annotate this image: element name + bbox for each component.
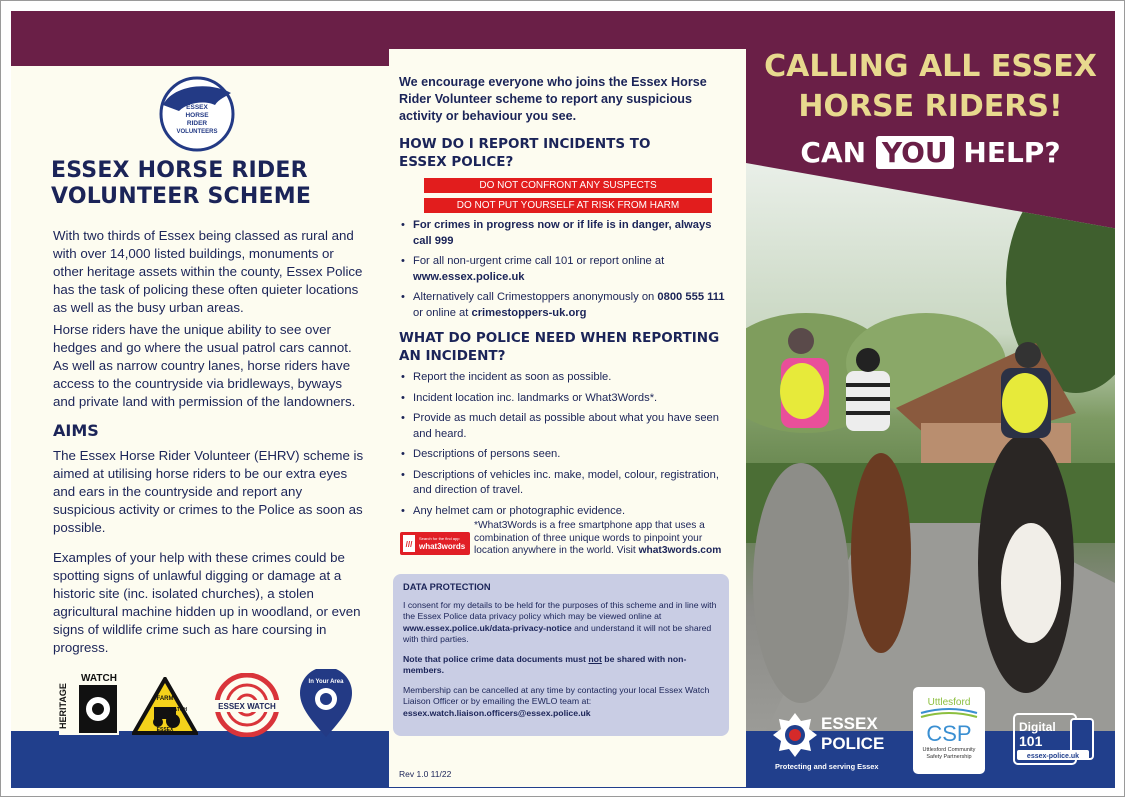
crimestoppers-phone: 0800 555 111 — [657, 291, 725, 303]
need-bullet-5: • Descriptions of vehicles inc. make, model, colour, registration, and direction of travel. — [399, 468, 729, 499]
report-bullet-101 — [399, 254, 729, 285]
report-bullet-101-text: For all non-urgent crime call 101 or report online at — [413, 255, 665, 267]
report-list-wrap — [399, 218, 729, 326]
need-heading-line1: WHAT DO POLICE NEED WHEN REPORTING — [399, 330, 720, 346]
csp-main-text: CSP — [926, 721, 972, 746]
ehrv-logo — [149, 75, 245, 153]
dp-note — [403, 654, 719, 677]
calling-line2: HORSE RIDERS! — [798, 89, 1063, 124]
what3words-logo — [400, 532, 470, 555]
help-text: HELP? — [963, 136, 1061, 169]
reporting-intro-text: We encourage everyone who joins the Essex Horse Rider Volunteer scheme to report any suspicious activity or behaviour you see. — [399, 75, 707, 123]
essex-police-line2: POLICE — [821, 734, 885, 753]
scheme-title — [51, 158, 341, 210]
crimestoppers-link[interactable]: crimestoppers-uk.org — [471, 306, 587, 319]
farm-essex-text: ESSEX — [156, 727, 174, 733]
data-protection-box — [393, 574, 729, 736]
essex-police-tagline: Protecting and serving Essex — [775, 762, 879, 771]
farm-watch-logo — [132, 677, 198, 735]
revision-label: Rev 1.0 11/22 — [399, 769, 452, 779]
dp-consent-post: and understand it will not be shared with third parties. — [403, 622, 712, 644]
ehrv-logo-text-3: RIDER — [186, 120, 208, 127]
need-bullet-6: • Any helmet cam or photographic evidence. — [399, 504, 729, 520]
reporting-intro — [399, 74, 729, 125]
what3words-note — [474, 520, 734, 558]
dp-note-not: not — [588, 653, 602, 664]
report-heading — [399, 135, 729, 171]
dp-membership — [403, 685, 719, 720]
report-bullet-999 — [399, 218, 729, 249]
farm-watch-text: WATCH — [169, 707, 187, 713]
ehrv-logo-text-1: ESSEX — [186, 104, 208, 111]
warning-no-risk: DO NOT PUT YOURSELF AT RISK FROM HARM — [424, 198, 712, 213]
examples-paragraph: Examples of your help with these crimes could be spotting signs of unlawful digging or damage at a historic site (inc. isolated churches), a stolen agricultural machine hidden up in woodland, or even signs of wildlife crime such as hare coursing in progress. — [53, 550, 361, 655]
need-bullet-list — [399, 370, 729, 519]
report-heading-line1: HOW DO I REPORT INCIDENTS TO — [399, 136, 651, 152]
warning-no-confront: DO NOT CONFRONT ANY SUSPECTS — [424, 178, 712, 193]
you-text: YOU — [876, 136, 954, 169]
dp-consent-text: I consent for my details to be held for the purposes of this scheme and in line with the Essex Police data privacy policy which may be viewed online at — [403, 599, 717, 621]
what3words-link[interactable]: what3words.com — [638, 545, 722, 557]
intro-paragraph-2: Horse riders have the unique ability to see over hedges and go where the usual patrol cars cannot. As well as narrow country lanes, horse riders have access to the countryside via bridleways, byways and private land with permission of the landowners. — [53, 322, 356, 409]
aims-heading: AIMS — [53, 421, 99, 440]
farm-text: FARM — [156, 696, 174, 702]
report-bullet-crimestoppers — [399, 290, 729, 321]
digital-101-text: 101 — [1019, 733, 1043, 749]
calling-headline — [746, 47, 1115, 127]
w3w-logo-small: Search for the find app — [419, 536, 460, 541]
csp-top-text: Uttlesford — [927, 697, 971, 708]
ewlo-email-link[interactable]: essex.watch.liaison.officers@essex.police.uk — [403, 707, 591, 718]
uttlesford-csp-logo — [913, 687, 985, 774]
digital-101-logo — [1013, 713, 1095, 765]
can-text: CAN — [800, 136, 867, 169]
privacy-notice-link[interactable]: www.essex.police.uk/data-privacy-notice — [403, 622, 572, 633]
csp-sub-text: Uttlesford Community Safety Partnership — [922, 747, 976, 760]
essex-watch-text: ESSEX WATCH — [218, 702, 276, 711]
need-bullet-3: • Provide as much detail as possible about what you have seen and heard. — [399, 411, 729, 442]
svg-text:///: /// — [405, 540, 413, 549]
report-bullet-list — [399, 218, 729, 321]
need-bullet-2: • Incident location inc. landmarks or What3Words*. — [399, 391, 729, 407]
heritage-text: HERITAGE — [59, 683, 68, 729]
dp-note-post: be shared with non-members. — [403, 653, 687, 675]
need-list-wrap — [399, 370, 729, 524]
dp-consent — [403, 600, 719, 646]
ehrv-logo-text-2: HORSE — [185, 112, 209, 119]
w3w-note-text: *What3Words is a free smartphone app that uses a combination of three unique words to pinpoint your location anywhere in the world. Visit — [474, 520, 705, 557]
crimestoppers-text-2: or online at — [413, 306, 472, 319]
in-your-area-text: In Your Area — [308, 679, 344, 685]
report-bullet-999-text: For crimes in progress now or if life is in danger, always call 999 — [413, 219, 712, 247]
essex-police-logo — [771, 707, 897, 777]
data-protection-title: DATA PROTECTION — [403, 582, 491, 592]
need-heading — [399, 329, 729, 365]
aims-paragraph: The Essex Horse Rider Volunteer (EHRV) scheme is aimed at utilising horse riders to be our extra eyes and ears in the countryside and report any suspicious activity or crimes to the Police as soon as possible. — [53, 448, 364, 535]
digital-text: Digital — [1019, 720, 1056, 734]
heritage-watch-logo — [59, 669, 119, 735]
in-your-area-logo — [298, 669, 354, 739]
horse-riders-photo — [746, 163, 1115, 731]
calling-line1: CALLING ALL ESSEX — [764, 49, 1097, 84]
heritage-watch-text: WATCH — [81, 673, 117, 684]
need-bullet-4: • Descriptions of persons seen. — [399, 447, 729, 463]
can-you-help — [746, 135, 1115, 171]
dp-note-pre: Note that police crime data documents must — [403, 653, 589, 664]
essex-police-line1: ESSEX — [821, 714, 878, 733]
need-heading-line2: AN INCIDENT? — [399, 348, 506, 364]
crimestoppers-text: Alternatively call Crimestoppers anonymously on — [413, 291, 658, 303]
ehrv-logo-text-4: VOLUNTEERS — [176, 129, 218, 135]
dp-membership-text: Membership can be cancelled at any time by contacting your local Essex Watch Liaison Officer or by emailing the EWLO team at: — [403, 684, 710, 706]
w3w-logo-name: what3words — [419, 542, 466, 551]
intro-paragraph-1: With two thirds of Essex being classed as rural and with over 14,000 listed buildings, monuments or other heritage assets within the county, Essex Police has the task of policing these often quieter locations as well as the busy urban areas. — [53, 228, 363, 315]
essex-police-link[interactable]: www.essex.police.uk — [413, 270, 525, 283]
scheme-title-line1: ESSEX HORSE RIDER — [51, 158, 308, 183]
report-heading-line2: ESSEX POLICE? — [399, 154, 514, 170]
essex-watch-logo — [209, 673, 285, 737]
need-bullet-1: • Report the incident as soon as possible. — [399, 370, 729, 386]
digital-url-text[interactable]: essex-police.uk — [1026, 753, 1080, 760]
scheme-title-line2: VOLUNTEER SCHEME — [51, 184, 312, 209]
